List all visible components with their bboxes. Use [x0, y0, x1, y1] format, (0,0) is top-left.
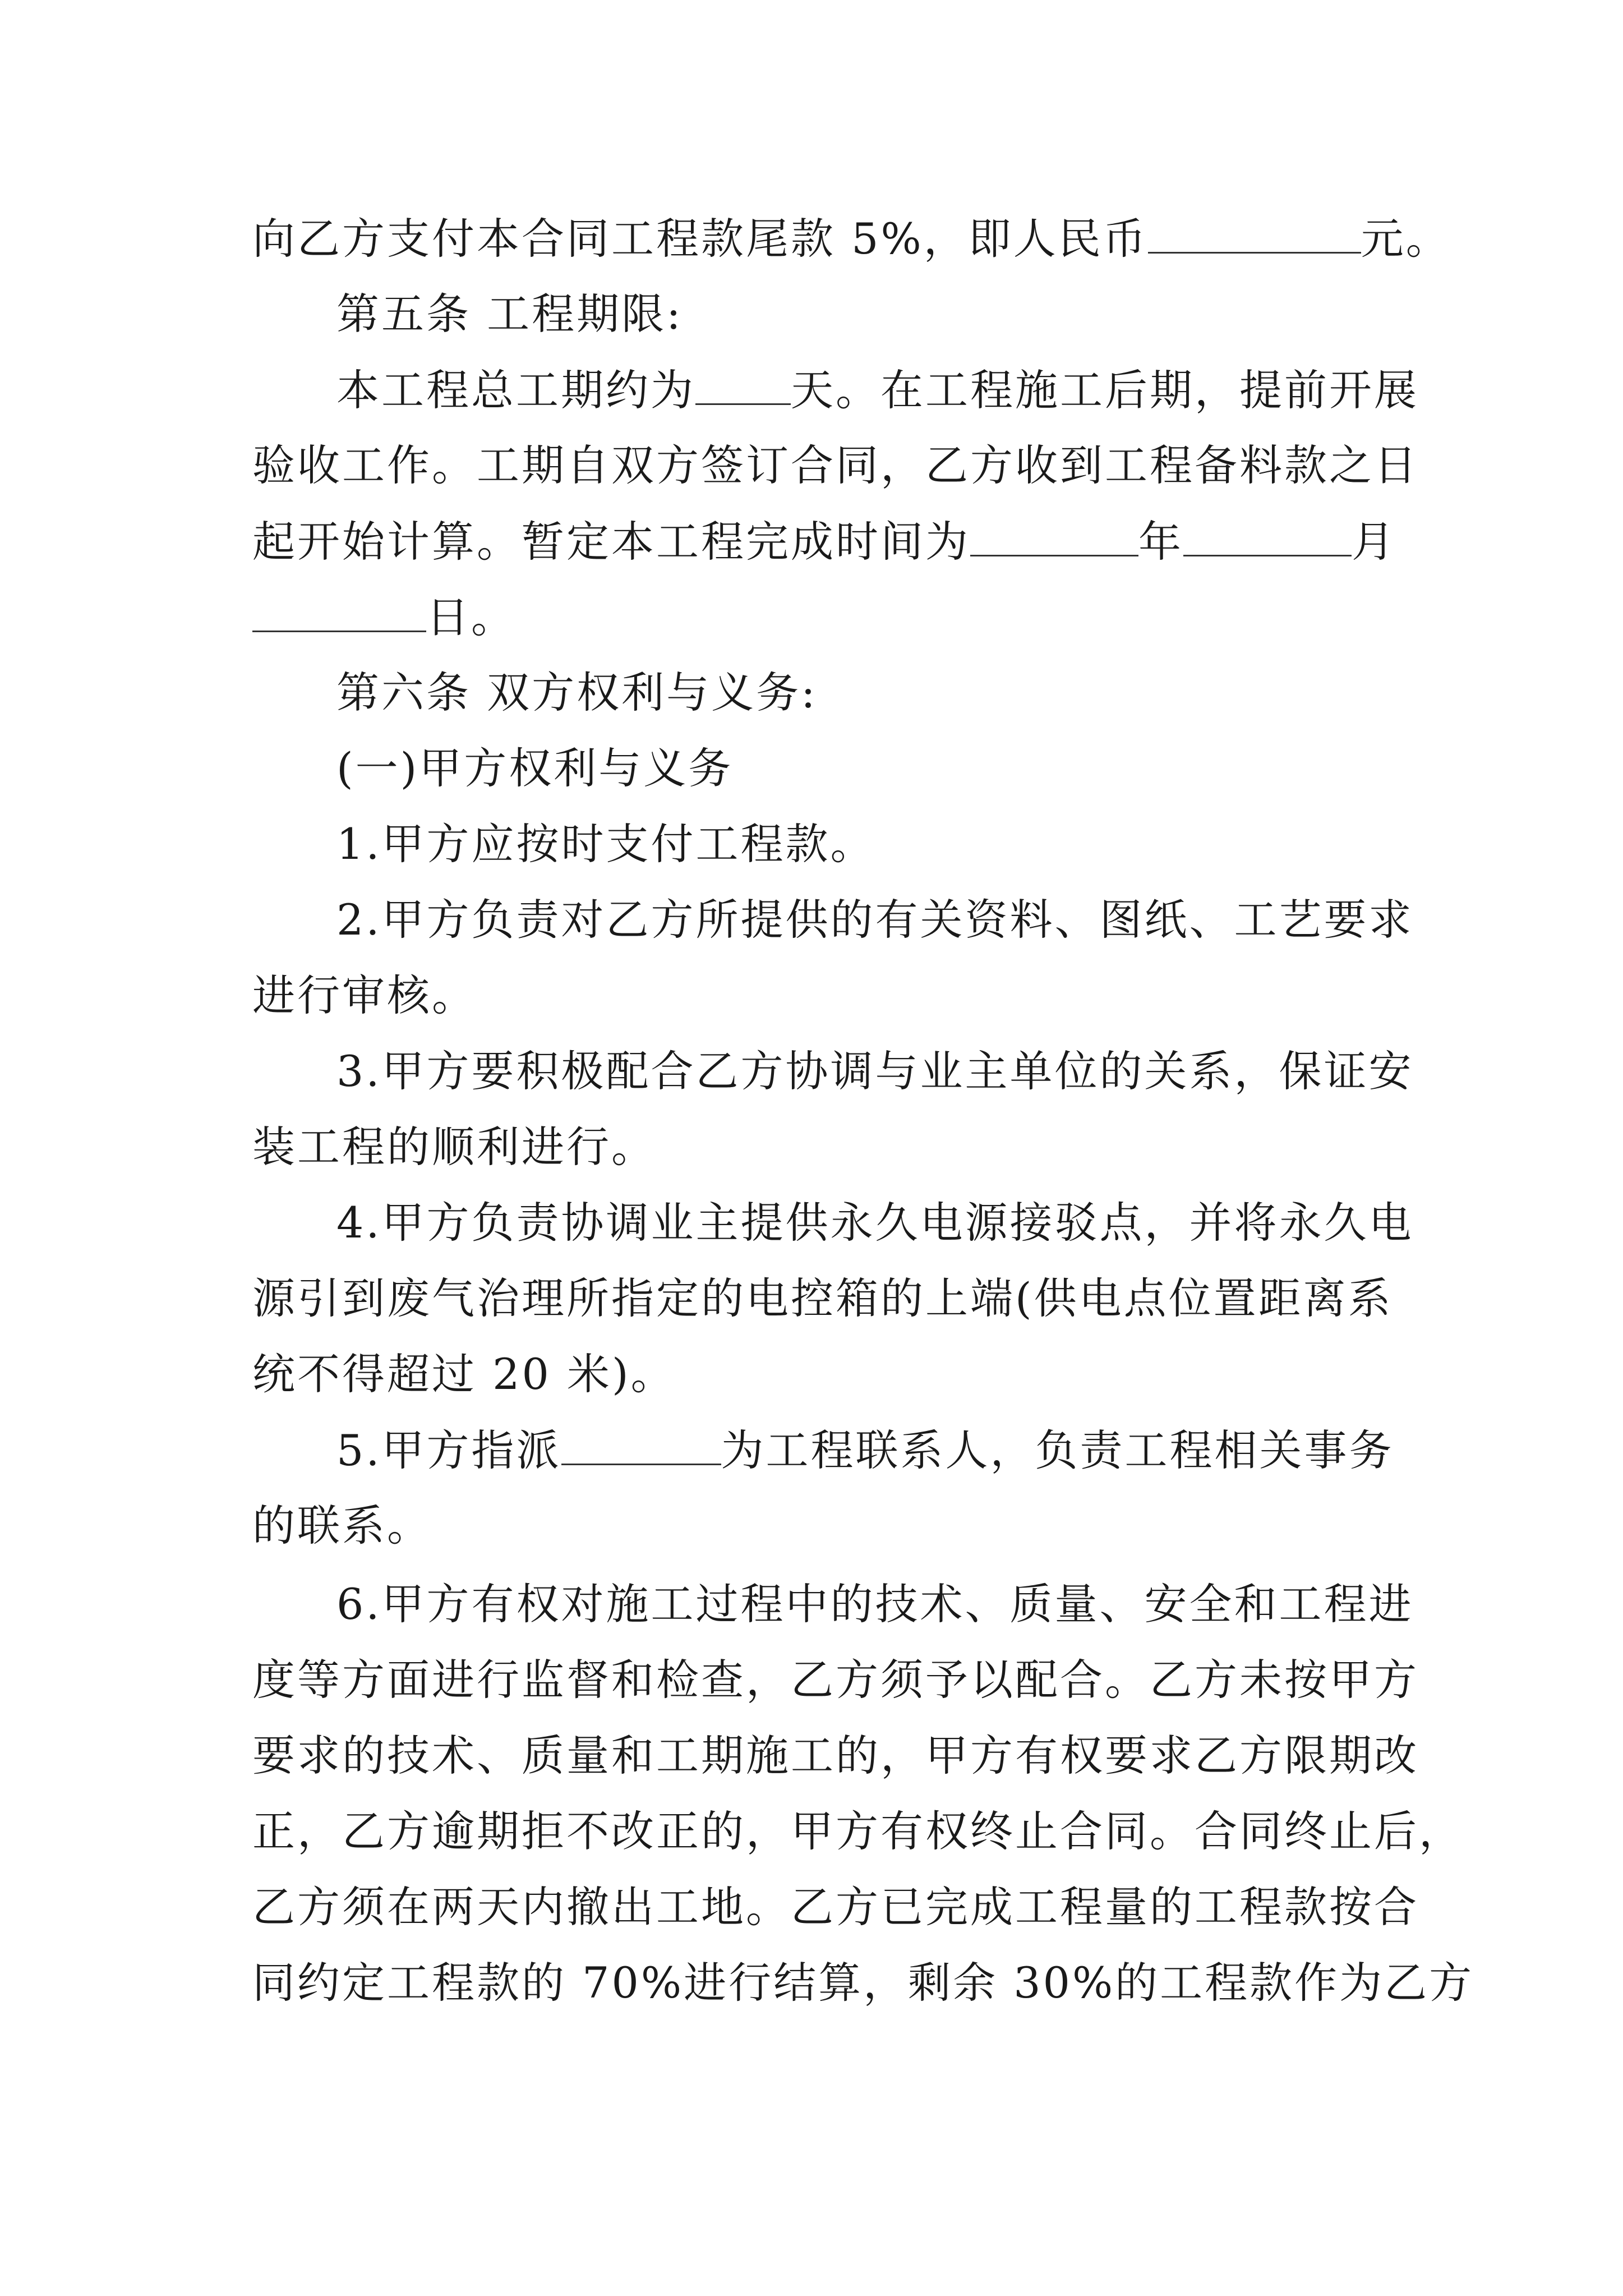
paragraph-line: 3.甲方要积极配合乙方协调与业主单位的关系，保证安	[336, 1046, 1414, 1096]
text-segment: 本工程总工期约为	[336, 365, 695, 415]
fill-in-blank	[252, 589, 426, 632]
fill-in-blank	[970, 513, 1138, 556]
paragraph-line: 的联系。	[252, 1501, 432, 1550]
paragraph-line: 1.甲方应按时支付工程款。	[336, 819, 875, 869]
paragraph-line: 统不得超过 20 米)。	[252, 1349, 676, 1399]
text-segment: 起开始计算。暂定本工程完成时间为	[252, 517, 970, 567]
paragraph-line	[336, 362, 1419, 418]
paragraph-line: 乙方须在两天内撤出工地。乙方已完成工程量的工程款按合	[252, 1882, 1419, 1932]
text-segment: 天。在工程施工后期，提前开展	[791, 365, 1419, 415]
paragraph-line: 要求的技术、质量和工期施工的，甲方有权要求乙方限期改	[252, 1731, 1419, 1780]
subsection-heading: (一)甲方权利与义务	[336, 743, 734, 793]
paragraph-line: 正，乙方逾期拒不改正的，甲方有权终止合同。合同终止后，	[252, 1806, 1464, 1856]
text-segment: 日。	[426, 592, 516, 642]
text-segment: 为工程联系人，负责工程相关事务	[721, 1425, 1394, 1475]
paragraph-line: 6.甲方有权对施工过程中的技术、质量、安全和工程进	[336, 1579, 1414, 1629]
paragraph-line: 2.甲方负责对乙方所提供的有关资料、图纸、工艺要求	[336, 895, 1414, 945]
paragraph-line: 源引到废气治理所指定的电控箱的上端(供电点位置距离系	[252, 1273, 1393, 1323]
paragraph-line: 进行审核。	[252, 970, 477, 1020]
fill-in-blank	[1183, 513, 1352, 556]
fill-in-blank	[561, 1422, 721, 1465]
paragraph-line: 装工程的顺利进行。	[252, 1122, 656, 1172]
paragraph-line	[252, 513, 1402, 569]
text-segment: 5.甲方指派	[336, 1425, 561, 1475]
paragraph-line: 验收工作。工期自双方签订合同，乙方收到工程备料款之日	[252, 440, 1419, 490]
paragraph-line: 同约定工程款的 70%进行结算，剩余 30%的工程款作为乙方	[252, 1958, 1474, 2008]
fill-in-blank	[1148, 210, 1361, 254]
text-segment: 年	[1138, 517, 1183, 567]
fill-in-blank	[695, 362, 791, 405]
paragraph-line: 4.甲方负责协调业主提供永久电源接驳点，并将永久电	[336, 1198, 1414, 1248]
text-segment: 元。	[1361, 214, 1451, 264]
paragraph-line: 度等方面进行监督和检查，乙方须予以配合。乙方未按甲方	[252, 1655, 1419, 1705]
section-heading: 第五条 工程期限:	[336, 289, 683, 339]
paragraph-line	[252, 589, 1402, 645]
text-segment: 向乙方支付本合同工程款尾款 5%，即人民币	[252, 214, 1148, 264]
section-heading: 第六条 双方权利与义务:	[336, 668, 818, 717]
paragraph-line	[336, 1422, 1402, 1478]
text-segment: 月	[1352, 517, 1396, 567]
paragraph-line	[252, 210, 1451, 266]
